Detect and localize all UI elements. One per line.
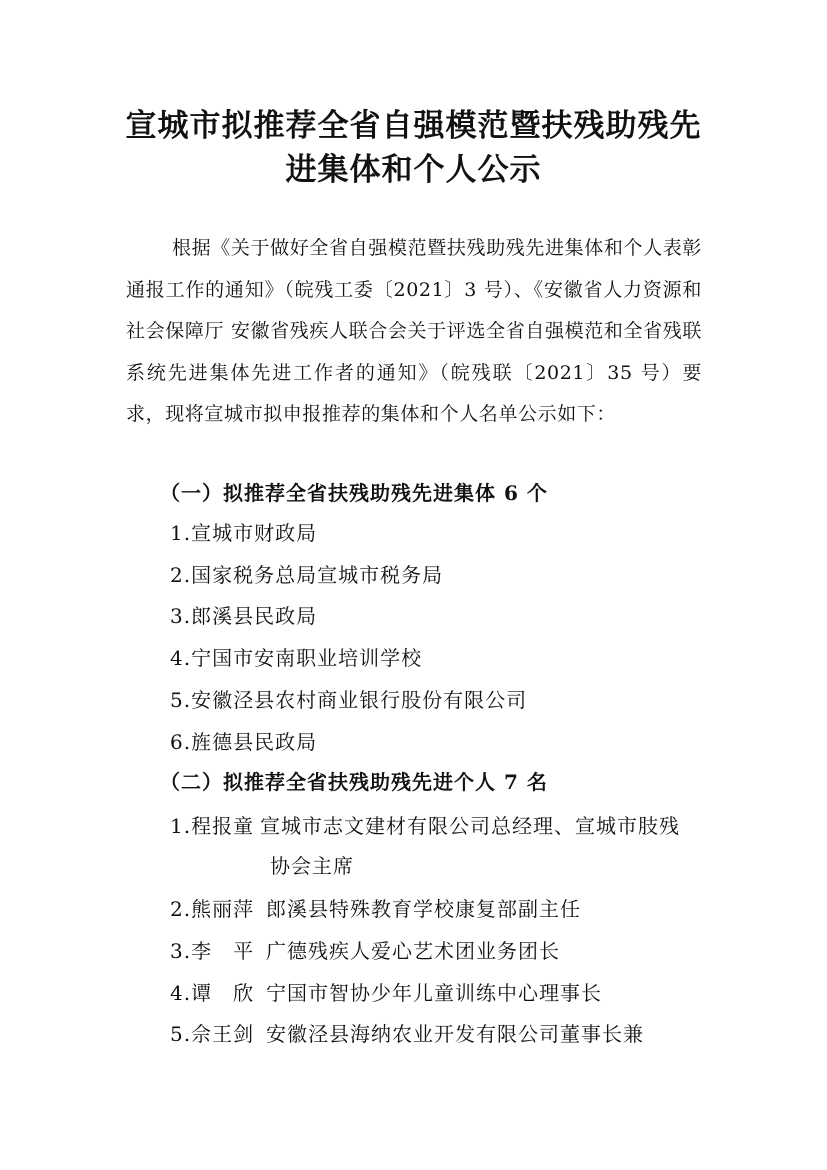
person-description: 郎溪县特殊教育学校康复部副主任 (266, 897, 581, 921)
person-name: 1.程报童 (170, 814, 255, 838)
list-item: 1.宣城市财政局 (170, 521, 318, 545)
person-description: 广德残疾人爱心艺术团业务团长 (266, 939, 560, 963)
section-heading-collectives: （一）拟推荐全省扶残助残先进集体 6 个 (160, 481, 548, 505)
intro-paragraph: 根据《关于做好全省自强模范暨扶残助残先进集体和个人表彰通报工作的通知》（皖残工委〔2021〕3 号）、《安徽省人力资源和社会保障厅 安徽省残疾人联合会关于评选全省自强模范和全省残联系统先进集体先进工作者的通知》（皖残联〔2021〕35 号）要求，现将宣城市拟申报推荐的集体和个人名单公示如下： (126, 237, 702, 425)
person-row (170, 1019, 644, 1049)
list-item: 2.国家税务总局宣城市税务局 (170, 563, 444, 587)
person-description: 宁国市智协少年儿童训练中心理事长 (266, 981, 602, 1005)
person-row (170, 978, 602, 1008)
person-name: 2.熊丽萍 (170, 897, 255, 921)
person-name: 5.佘王剑 (170, 1022, 255, 1046)
person-description-continued: 协会主席 (270, 854, 354, 878)
list-item: 3.郎溪县民政局 (170, 604, 318, 628)
person-name: 4.谭 欣 (170, 981, 255, 1005)
list-item: 6.旌德县民政局 (170, 730, 318, 754)
person-name: 3.李 平 (170, 939, 255, 963)
section-heading-individuals: （二）拟推荐全省扶残助残先进个人 7 名 (160, 770, 548, 794)
person-description: 安徽泾县海纳农业开发有限公司董事长兼 (266, 1022, 644, 1046)
document-title-line-1: 宣城市拟推荐全省自强模范暨扶残助残先 (125, 108, 702, 144)
list-item: 4.宁国市安南职业培训学校 (170, 646, 423, 670)
document-title-line-2: 进集体和个人公示 (285, 152, 542, 188)
person-row (170, 894, 581, 924)
person-row (170, 936, 560, 966)
person-row (170, 811, 680, 841)
list-item: 5.安徽泾县农村商业银行股份有限公司 (170, 688, 528, 712)
person-description: 宣城市志文建材有限公司总经理、宣城市肢残 (260, 814, 680, 838)
